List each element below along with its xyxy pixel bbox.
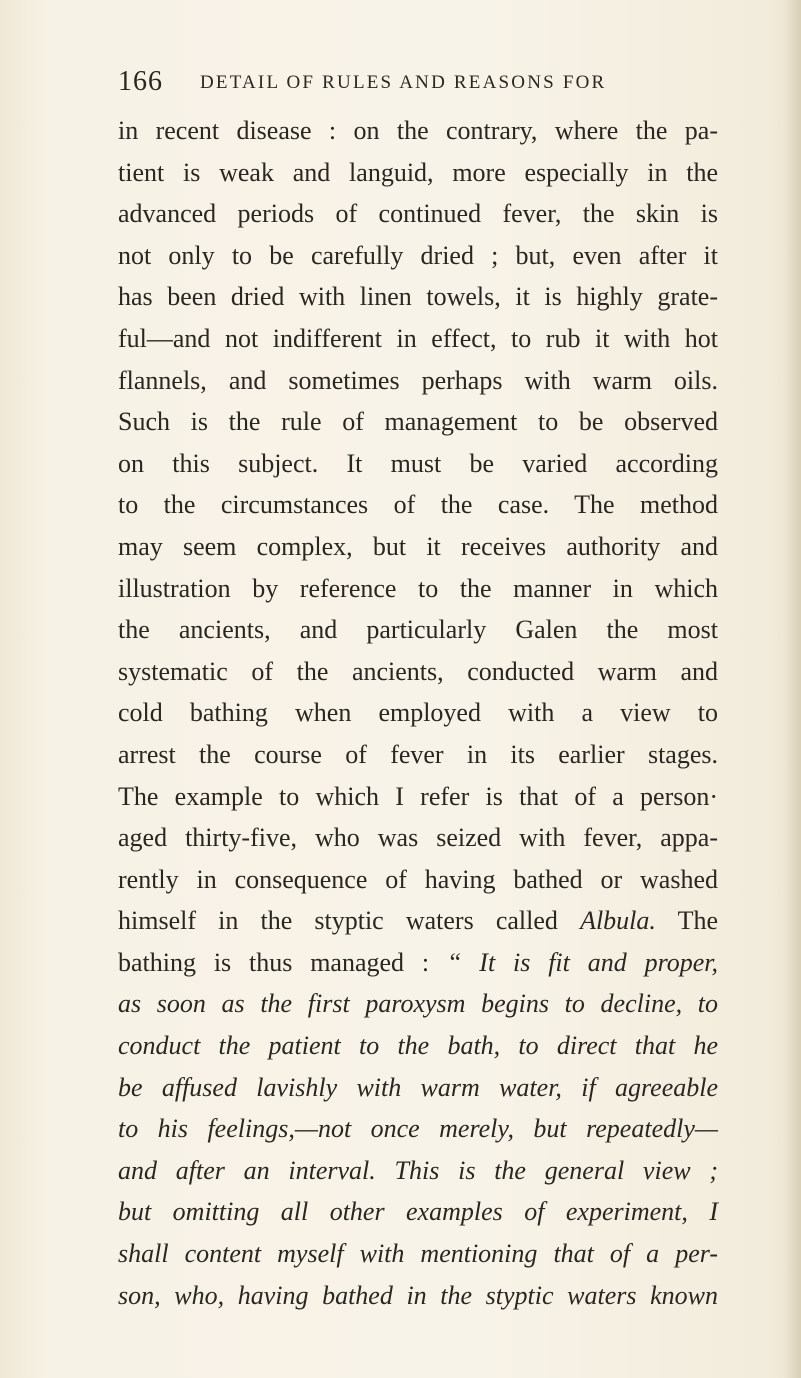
- text-line-mixed: [118, 942, 718, 984]
- text-line: ful—and not indifferent in effect, to rub it with hot: [118, 323, 718, 353]
- line-roman-segment: himself in the styptic waters called: [118, 906, 558, 936]
- quotation-line: be affused lavishly with warm water, if agreeable: [118, 1072, 718, 1102]
- running-head: DETAIL OF RULES AND REASONS FOR: [200, 72, 607, 93]
- text-line: illustration by reference to the manner in which: [118, 573, 718, 603]
- text-line: Such is the rule of management to be observed: [118, 407, 718, 437]
- quotation-line: to his feelings,—not once merely, but repeatedly—: [118, 1114, 718, 1144]
- line-roman-segment: The: [677, 906, 718, 936]
- text-line: cold bathing when employed with a view to: [118, 698, 718, 728]
- text-line: the ancients, and particularly Galen the most: [118, 615, 718, 645]
- page-edge-shadow: [785, 0, 801, 1378]
- quotation-line: shall content myself with mentioning that of a per-: [118, 1239, 718, 1269]
- text-line: tient is weak and languid, more especially in the: [118, 157, 718, 187]
- quotation-line: conduct the patient to the bath, to direct that he: [118, 1031, 718, 1061]
- text-line: on this subject. It must be varied according: [118, 448, 718, 478]
- line-roman-segment: bathing is thus managed :: [118, 947, 430, 977]
- text-line: The example to which I refer is that of a person·: [118, 781, 718, 811]
- page-number: 166: [118, 66, 163, 97]
- quotation-line: and after an interval. This is the general view ;: [118, 1155, 718, 1185]
- text-line: advanced periods of continued fever, the skin is: [118, 199, 718, 229]
- text-line: aged thirty-five, who was seized with fever, appa-: [118, 823, 718, 853]
- quotation-line: as soon as the first paroxysm begins to decline, to: [118, 989, 718, 1019]
- text-line: not only to be carefully dried ; but, even after it: [118, 240, 718, 270]
- body-text: [118, 110, 718, 1316]
- text-line: rently in consequence of having bathed or washed: [118, 864, 718, 894]
- text-line: arrest the course of fever in its earlier stages.: [118, 739, 718, 769]
- quotation-line: son, who, having bathed in the styptic waters known: [118, 1280, 718, 1310]
- text-line: to the circumstances of the case. The method: [118, 490, 718, 520]
- text-line: in recent disease : on the contrary, where the pa-: [118, 116, 718, 145]
- italic-term-albula: Albula.: [580, 906, 656, 936]
- quotation-start: “ It is fit and proper,: [446, 947, 718, 977]
- text-line: may seem complex, but it receives authority and: [118, 531, 718, 561]
- text-line: has been dried with linen towels, it is highly grate-: [118, 282, 718, 312]
- text-line-mixed: [118, 900, 718, 942]
- text-line: systematic of the ancients, conducted warm and: [118, 656, 718, 686]
- quotation-line: but omitting all other examples of experiment, I: [118, 1197, 718, 1227]
- text-line: flannels, and sometimes perhaps with warm oils.: [118, 365, 718, 395]
- page-header: [118, 66, 678, 106]
